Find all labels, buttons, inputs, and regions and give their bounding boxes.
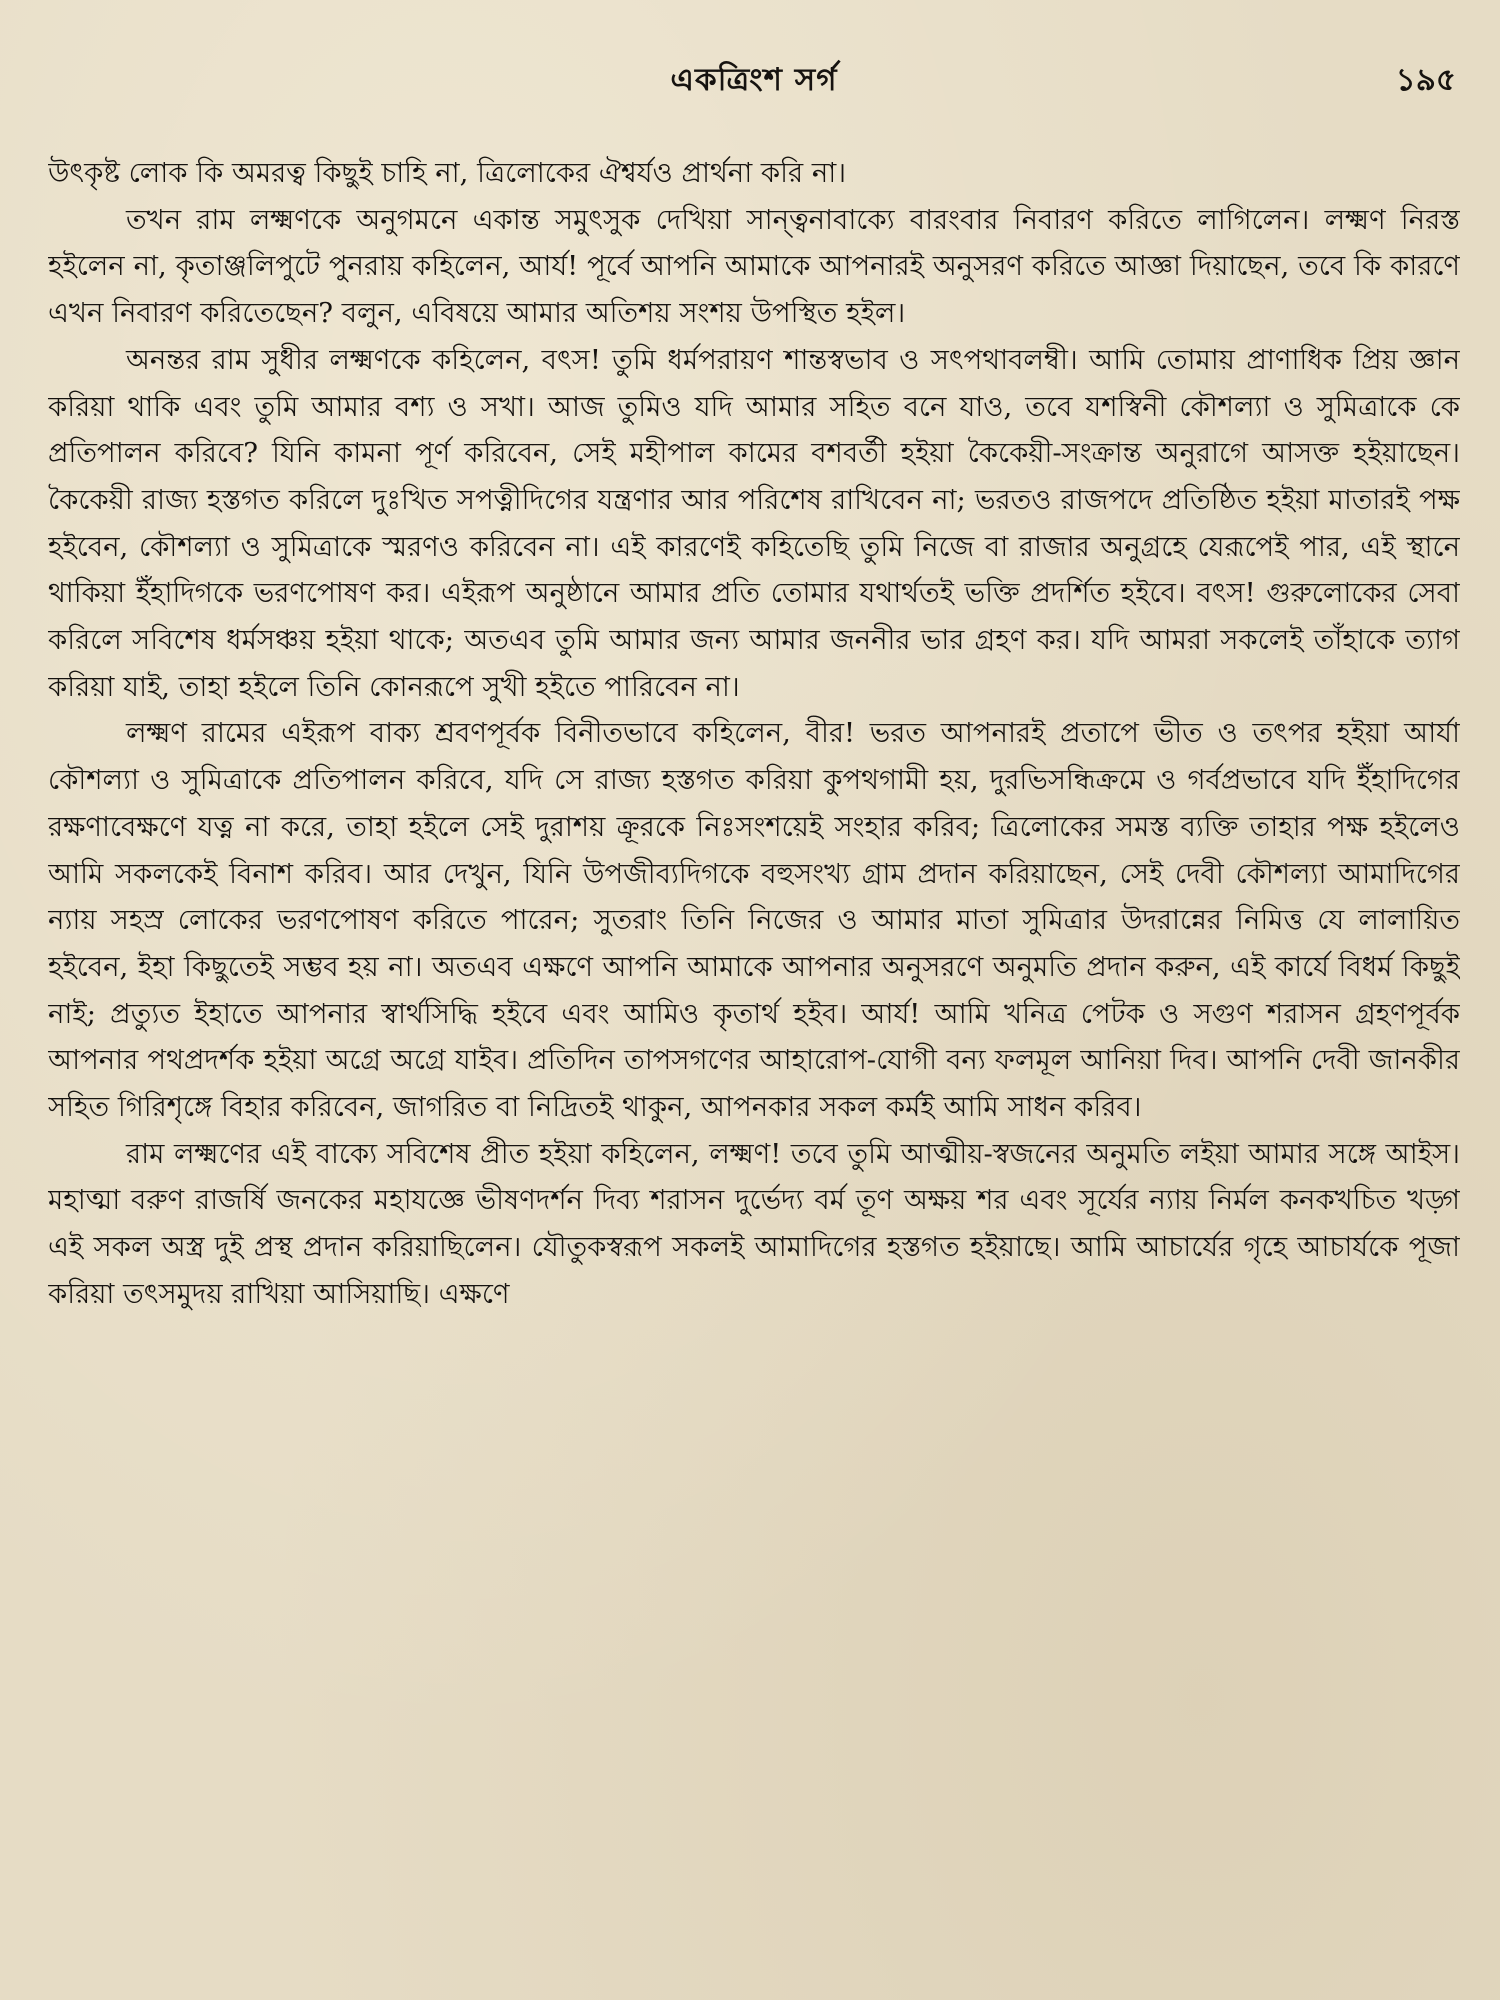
chapter-title: একত্রিংশ সর্গ <box>670 62 838 98</box>
paragraph: রাম লক্ষ্মণের এই বাক্যে সবিশেষ প্রীত হইয়া কহিলেন, লক্ষ্মণ! তবে তুমি আত্মীয়-স্বজনের অনুমতি লইয়া আমার সঙ্গে আইস। মহাত্মা বরুণ রাজর্ষি জনকের মহাযজ্ঞে ভীষণদর্শন দিব্য শরাসন দুর্ভেদ্য বর্ম তূণ অক্ষয় শর এবং সূর্যের ন্যায় নির্মল কনকখচিত খড়্গ এই সকল অস্ত্র দুই প্রস্থ প্রদান করিয়াছিলেন। যৌতুকস্বরূপ সকলই আমাদিগের হস্তগত হইয়াছে। আমি আচার্যের গৃহে আচার্যকে পূজা করিয়া তৎসমুদয় রাখিয়া আসিয়াছি। এক্ষণে <box>48 1137 1460 1310</box>
running-header <box>48 56 1460 110</box>
paragraph: তখন রাম লক্ষ্মণকে অনুগমনে একান্ত সমুৎসুক দেখিয়া সান্ত্বনাবাক্যে বারংবার নিবারণ করিতে লাগিলেন। লক্ষ্মণ নিরস্ত হইলেন না, কৃতাঞ্জলিপুটে পুনরায় কহিলেন, আর্য! পূর্বে আপনি আমাকে আপনারই অনুসরণ করিতে আজ্ঞা দিয়াছেন, তবে কি কারণে এখন নিবারণ করিতেছেন? বলুন, এবিষয়ে আমার অতিশয় সংশয় উপস্থিত হইল। <box>48 203 1460 330</box>
book-page <box>48 56 1460 1986</box>
page-number: ১৯৫ <box>1395 62 1456 98</box>
paragraph: অনন্তর রাম সুধীর লক্ষ্মণকে কহিলেন, বৎস! তুমি ধর্মপরায়ণ শান্তস্বভাব ও সৎপথাবলম্বী। আমি তোমায় প্রাণাধিক প্রিয় জ্ঞান করিয়া থাকি এবং তুমি আমার বশ্য ও সখা। আজ তুমিও যদি আমার সহিত বনে যাও, তবে যশস্বিনী কৌশল্যা ও সুমিত্রাকে কে প্রতিপালন করিবে? যিনি কামনা পূর্ণ করিবেন, সেই মহীপাল কামের বশবর্তী হইয়া কৈকেয়ী-সংক্রান্ত অনুরাগে আসক্ত হইয়াছেন। কৈকেয়ী রাজ্য হস্তগত করিলে দুঃখিত সপত্নীদিগের যন্ত্রণার আর পরিশেষ রাখিবেন না; ভরতও রাজপদে প্রতিষ্ঠিত হইয়া মাতারই পক্ষ হইবেন, কৌশল্যা ও সুমিত্রাকে স্মরণও করিবেন না। এই কারণেই কহিতেছি তুমি নিজে বা রাজার অনুগ্রহে যেরূপেই পার, এই স্থানে থাকিয়া ইঁহাদিগকে ভরণপোষণ কর। এইরূপ অনুষ্ঠানে আমার প্রতি তোমার যথার্থতই ভক্তি প্রদর্শিত হইবে। বৎস! গুরুলোকের সেবা করিলে সবিশেষ ধর্মসঞ্চয় হইয়া থাকে; অতএব তুমি আমার জন্য আমার জননীর ভার গ্রহণ কর। যদি আমরা সকলেই তাঁহাকে ত্যাগ করিয়া যাই, তাহা হইলে তিনি কোনরূপে সুখী হইতে পারিবেন না। <box>48 343 1460 703</box>
body-text <box>48 150 1460 1318</box>
paragraph-continued: উৎকৃষ্ট লোক কি অমরত্ব কিছুই চাহি না, ত্রিলোকের ঐশ্বর্যও প্রার্থনা করি না। <box>48 157 847 189</box>
paragraph: লক্ষ্মণ রামের এইরূপ বাক্য শ্রবণপূর্বক বিনীতভাবে কহিলেন, বীর! ভরত আপনারই প্রতাপে ভীত ও তৎপর হইয়া আর্যা কৌশল্যা ও সুমিত্রাকে প্রতিপালন করিবে, যদি সে রাজ্য হস্তগত করিয়া কুপথগামী হয়, দুরভিসন্ধিক্রমে ও গর্বপ্রভাবে যদি ইঁহাদিগের রক্ষণাবেক্ষণে যত্ন না করে, তাহা হইলে সেই দুরাশয় ক্রূরকে নিঃসংশয়েই সংহার করিব; ত্রিলোকের সমস্ত ব্যক্তি তাহার পক্ষ হইলেও আমি সকলকেই বিনাশ করিব। আর দেখুন, যিনি উপজীব্যদিগকে বহুসংখ্য গ্রাম প্রদান করিয়াছেন, সেই দেবী কৌশল্যা আমাদিগের ন্যায় সহস্র লোকের ভরণপোষণ করিতে পারেন; সুতরাং তিনি নিজের ও আমার মাতা সুমিত্রার উদরান্নের নিমিত্ত যে লালায়িত হইবেন, ইহা কিছুতেই সম্ভব হয় না। অতএব এক্ষণে আপনি আমাকে আপনার অনুসরণে অনুমতি প্রদান করুন, এই কার্যে বিধর্ম কিছুই নাই; প্রত্যুত ইহাতে আপনার স্বার্থসিদ্ধি হইবে এবং আমিও কৃতার্থ হইব। আর্য! আমি খনিত্র পেটক ও সগুণ শরাসন গ্রহণপূর্বক আপনার পথপ্রদর্শক হইয়া অগ্রে অগ্রে যাইব। প্রতিদিন তাপসগণের আহারোপ-যোগী বন্য ফলমূল আনিয়া দিব। আপনি দেবী জানকীর সহিত গিরিশৃঙ্গে বিহার করিবেন, জাগরিত বা নিদ্রিতই থাকুন, আপনকার সকল কর্মই আমি সাধন করিব। <box>48 717 1460 1124</box>
